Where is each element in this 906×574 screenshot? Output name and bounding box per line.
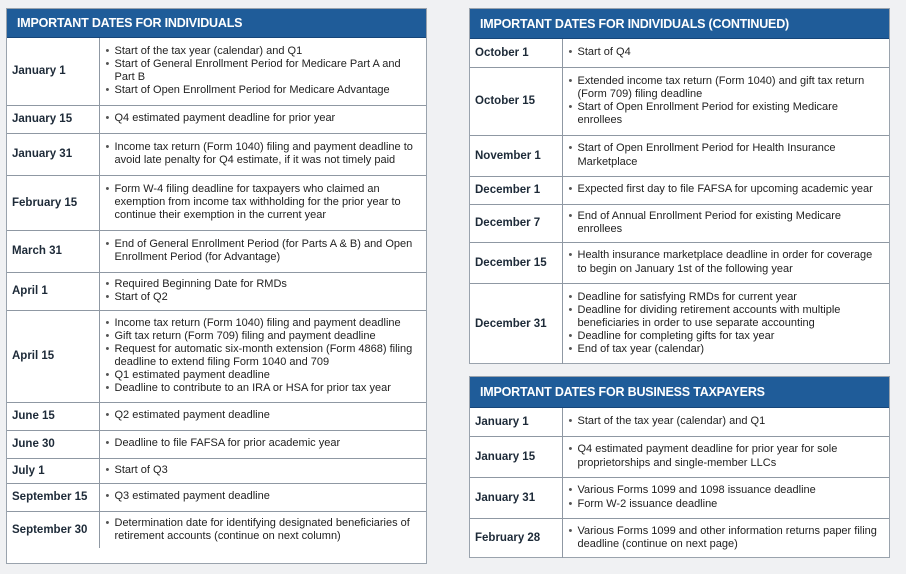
event-item: • Q1 estimated payment deadline xyxy=(105,369,421,382)
date-description xyxy=(562,176,889,204)
event-item: • Start of Q4 xyxy=(568,46,884,59)
event-item: • Extended income tax return (Form 1040) and gift tax return (Form 709) filing deadline xyxy=(568,75,884,101)
date-row xyxy=(470,67,889,135)
date-label: December 31 xyxy=(470,283,562,364)
event-item: • Deadline for completing gifts for tax year xyxy=(568,330,884,343)
date-row xyxy=(470,176,889,204)
event-item: • Income tax return (Form 1040) filing and payment deadline xyxy=(105,317,421,330)
date-row xyxy=(7,430,426,458)
event-list xyxy=(568,291,884,356)
date-label: December 7 xyxy=(470,204,562,242)
date-label: October 15 xyxy=(470,67,562,135)
event-item: • Start of Open Enrollment Period for Medicare Advantage xyxy=(105,84,421,97)
event-item: • Start of General Enrollment Period for Medicare Part A and Part B xyxy=(105,58,421,84)
date-row xyxy=(7,272,426,310)
date-label: December 15 xyxy=(470,242,562,283)
date-row xyxy=(7,38,426,105)
event-list xyxy=(568,46,884,59)
date-row xyxy=(7,310,426,402)
date-row xyxy=(470,39,889,67)
date-description xyxy=(99,511,426,548)
event-list xyxy=(568,183,884,196)
event-list xyxy=(105,317,421,396)
date-label: January 31 xyxy=(7,133,99,175)
date-description xyxy=(562,283,889,364)
event-list xyxy=(105,183,421,222)
date-label: November 1 xyxy=(470,135,562,176)
date-row xyxy=(470,518,889,558)
date-description xyxy=(99,402,426,430)
dates-table xyxy=(470,408,889,558)
event-item: • End of General Enrollment Period (for Parts A & B) and Open Enrollment Period (for Advantage) xyxy=(105,238,421,264)
event-list xyxy=(568,75,884,127)
event-item: • Health insurance marketplace deadline in order for coverage to begin on January 1st of the following year xyxy=(568,249,884,275)
event-item: • Form W-4 filing deadline for taxpayers who claimed an exemption from income tax withholding for the prior year to continue their exemption in the current year xyxy=(105,183,421,222)
event-list xyxy=(105,490,421,503)
event-list xyxy=(105,141,421,167)
individuals-dates-panel xyxy=(6,8,427,564)
date-description xyxy=(562,477,889,518)
event-item: • Deadline to contribute to an IRA or HSA for prior tax year xyxy=(105,382,421,395)
date-label: June 15 xyxy=(7,402,99,430)
event-list xyxy=(568,443,884,469)
date-description xyxy=(99,105,426,133)
date-label: January 1 xyxy=(470,408,562,436)
date-row xyxy=(470,477,889,518)
event-list xyxy=(568,210,884,236)
event-list xyxy=(568,249,884,275)
date-label: January 15 xyxy=(7,105,99,133)
date-label: January 15 xyxy=(470,436,562,477)
business-taxpayers-panel xyxy=(469,376,890,558)
event-list xyxy=(105,517,421,543)
date-label: October 1 xyxy=(470,39,562,67)
date-description xyxy=(562,518,889,558)
date-description xyxy=(99,230,426,272)
event-item: • Start of the tax year (calendar) and Q1 xyxy=(105,45,421,58)
date-label: July 1 xyxy=(7,458,99,483)
event-list xyxy=(105,112,421,125)
date-row xyxy=(7,105,426,133)
event-list xyxy=(105,278,421,304)
date-description xyxy=(562,204,889,242)
event-item: • Determination date for identifying designated beneficiaries of retirement accounts (continue on next column) xyxy=(105,517,421,543)
event-item: • Q3 estimated payment deadline xyxy=(105,490,421,503)
date-label: April 1 xyxy=(7,272,99,310)
date-description xyxy=(99,483,426,511)
event-item: • Start of Open Enrollment Period for Health Insurance Marketplace xyxy=(568,142,884,168)
event-list xyxy=(105,409,421,422)
date-label: January 1 xyxy=(7,38,99,105)
date-row xyxy=(470,204,889,242)
event-item: • Start of Open Enrollment Period for existing Medicare enrollees xyxy=(568,101,884,127)
event-list xyxy=(568,525,884,551)
date-row xyxy=(7,402,426,430)
event-list xyxy=(568,415,884,428)
date-row xyxy=(470,242,889,283)
date-label: April 15 xyxy=(7,310,99,402)
event-item: • End of tax year (calendar) xyxy=(568,343,884,356)
date-row xyxy=(7,230,426,272)
date-row xyxy=(470,436,889,477)
date-row xyxy=(470,408,889,436)
date-label: September 30 xyxy=(7,511,99,548)
date-label: January 31 xyxy=(470,477,562,518)
date-description xyxy=(99,175,426,230)
date-description xyxy=(562,408,889,436)
individuals-continued-panel xyxy=(469,8,890,364)
event-item: • Expected first day to file FAFSA for upcoming academic year xyxy=(568,183,884,196)
date-description xyxy=(99,430,426,458)
date-row xyxy=(470,283,889,364)
date-description xyxy=(562,67,889,135)
event-item: • Income tax return (Form 1040) filing and payment deadline to avoid late penalty for Q4 estimate, if it was not timely paid xyxy=(105,141,421,167)
date-description xyxy=(99,272,426,310)
event-item: • Various Forms 1099 and other information returns paper filing deadline (continue on next page) xyxy=(568,525,884,551)
event-item: • Q4 estimated payment deadline for prior year xyxy=(105,112,421,125)
date-description xyxy=(562,436,889,477)
dates-table xyxy=(470,39,889,364)
date-label: June 30 xyxy=(7,430,99,458)
event-list xyxy=(105,437,421,450)
date-row xyxy=(7,175,426,230)
event-list xyxy=(105,464,421,477)
date-description xyxy=(562,135,889,176)
date-description xyxy=(99,310,426,402)
event-item: • Form W-2 issuance deadline xyxy=(568,498,884,511)
date-row xyxy=(7,458,426,483)
event-list xyxy=(568,484,884,510)
event-item: • Gift tax return (Form 709) filing and payment deadline xyxy=(105,330,421,343)
event-item: • End of Annual Enrollment Period for existing Medicare enrollees xyxy=(568,210,884,236)
event-item: • Deadline for dividing retirement accounts with multiple beneficiaries in order to use separate accounting xyxy=(568,304,884,330)
event-item: • Q2 estimated payment deadline xyxy=(105,409,421,422)
event-item: • Start of Q3 xyxy=(105,464,421,477)
dates-table xyxy=(7,38,426,548)
date-row xyxy=(7,483,426,511)
panel-title: IMPORTANT DATES FOR BUSINESS TAXPAYERS xyxy=(470,377,889,408)
date-description xyxy=(99,38,426,105)
date-label: December 1 xyxy=(470,176,562,204)
date-label: September 15 xyxy=(7,483,99,511)
date-description xyxy=(99,133,426,175)
date-description xyxy=(562,39,889,67)
event-item: • Deadline to file FAFSA for prior academic year xyxy=(105,437,421,450)
event-item: • Q4 estimated payment deadline for prior year for sole proprietorships and single-member LLCs xyxy=(568,443,884,469)
date-label: February 28 xyxy=(470,518,562,558)
event-item: • Various Forms 1099 and 1098 issuance deadline xyxy=(568,484,884,497)
event-item: • Request for automatic six-month extension (Form 4868) filing deadline to extend filing Form 1040 and 709 xyxy=(105,343,421,369)
date-row xyxy=(7,511,426,548)
date-description xyxy=(562,242,889,283)
event-item: • Required Beginning Date for RMDs xyxy=(105,278,421,291)
event-list xyxy=(568,142,884,168)
panel-title: IMPORTANT DATES FOR INDIVIDUALS xyxy=(7,9,426,38)
panel-title: IMPORTANT DATES FOR INDIVIDUALS (CONTINUED) xyxy=(470,9,889,39)
event-item: • Start of the tax year (calendar) and Q1 xyxy=(568,415,884,428)
date-label: February 15 xyxy=(7,175,99,230)
date-description xyxy=(99,458,426,483)
date-row xyxy=(7,133,426,175)
date-label: March 31 xyxy=(7,230,99,272)
event-list xyxy=(105,45,421,97)
date-row xyxy=(470,135,889,176)
event-list xyxy=(105,238,421,264)
event-item: • Start of Q2 xyxy=(105,291,421,304)
event-item: • Deadline for satisfying RMDs for current year xyxy=(568,291,884,304)
